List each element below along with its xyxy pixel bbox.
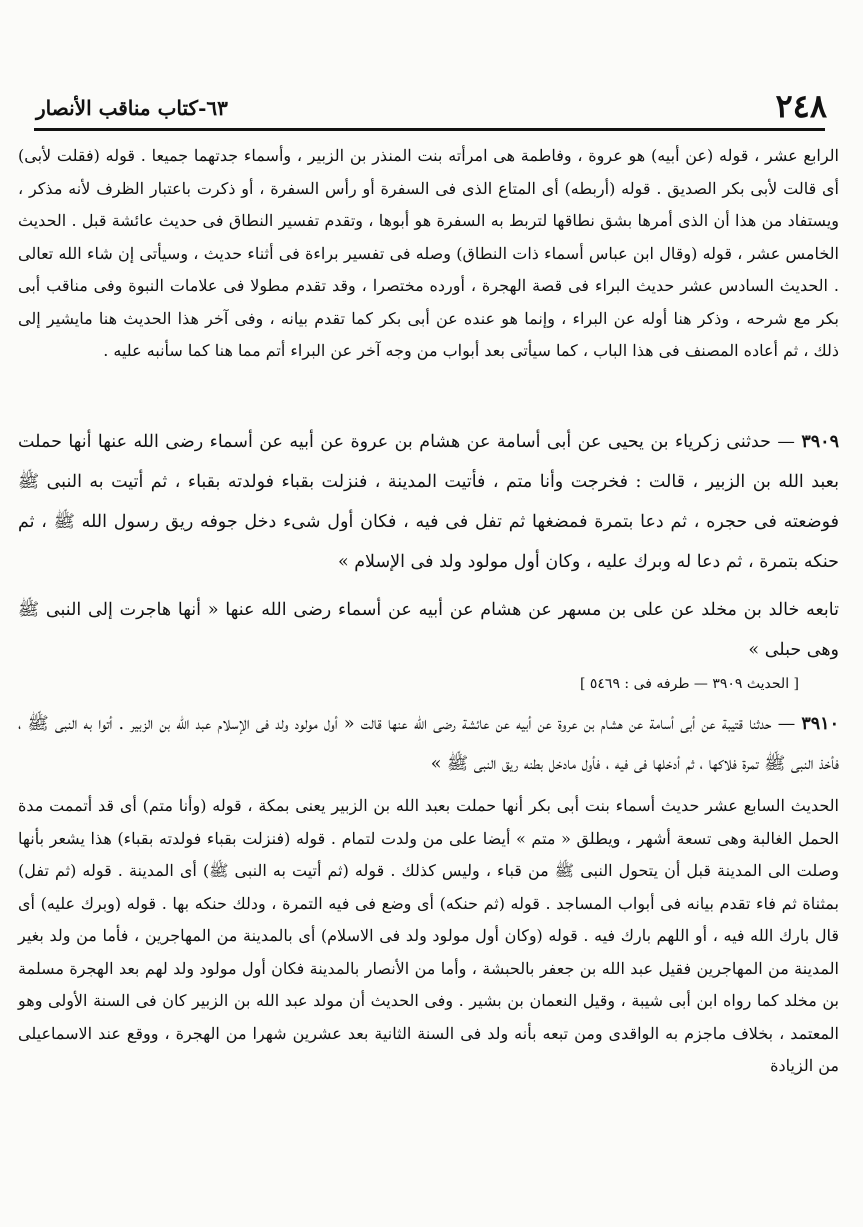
hadith-text: — حدثنا قتيبة عن أبى أسامة عن هشام بن عروة عن أبيه عن عائشة رضى الله عنها قالت « أول مولود ولد فى الإسلام عبد الله بن الزبير . أتوا به النبى ﷺ ، فأخذ النبى ﷺ تمرة فلاكها ، ثم أدخلها فى فيه ، فأول مادخل بطنه ريق النبى ﷺ » [18,714,839,774]
page-header [36,87,827,125]
hadith-text: — حدثنى زكرياء بن يحيى عن أبى أسامة عن هشام بن عروة عن أبيه عن أسماء رضى الله عنها أنها حملت بعبد الله بن الزبير ، قالت : فخرجت وأنا متم ، فأتيت المدينة ، فنزلت بقباء فولدته بقباء ، ثم أتيت به النبى ﷺ فوضعته فى حجره ، ثم دعا بتمرة فمضغها ثم تفل فى فيه ، فكان أول شىء دخل جوفه ريق رسول الله ﷺ ، ثم حنكه بتمرة ، ثم دعا له وبرك عليه ، وكان أول مولود ولد فى الإسلام » [18,432,839,572]
page-number: ٢٤٨ [775,87,827,125]
header-rule [34,128,825,131]
running-title: ٦٣-كتاب مناقب الأنصار [36,96,228,120]
hadith-3910 [18,704,839,784]
commentary-paragraph-top: الرابع عشر ، قوله (عن أبيه) هو عروة ، وفاطمة هى امرأته بنت المنذر بن الزبير ، وأسماء جدتهما جميعا . قوله (فقلت لأبى) أى قالت لأبى بكر الصديق . قوله (أربطه) أى المتاع الذى فى السفرة أو رأس السفرة ، أو ذكرت باعتبار الظرف لأنه مذكر ، ويستفاد من هذا أن الذى أمرها بشق نطاقها لتربط به السفرة هو أبوها ، وتقدم تفسير النطاق فى حديث عائشة قبل . الحديث الخامس عشر ، قوله (وقال ابن عباس أسماء ذات النطاق) وصله فى تفسير براءة فى أثناء حديث ، وسيأتى إن شاء الله تعالى . الحديث السادس عشر حديث البراء فى قصة الهجرة ، أورده مختصرا ، وقد تقدم مطولا فى علامات النبوة وفى مناقب أبى بكر مع شرحه ، وذكر هنا أوله عن البراء ، وإنما هو عنده عن أبى بكر كما تقدم بيانه ، وفى آخر هذا الحديث هنا مايشير إلى ذلك ، ثم أعاده المصنف فى هذا الباب ، كما سيأتى بعد أبواب من وجه آخر عن البراء أتم مما هنا كما سأنبه عليه . [18,146,840,360]
body-text [18,140,839,1083]
hadith-number: ٣٩١٠ [801,714,839,734]
hadith-follow-up: تابعه خالد بن مخلد عن على بن مسهر عن هشام عن أبيه عن أسماء رضى الله عنها « أنها هاجرت إلى النبى ﷺ وهى حبلى » [18,600,839,660]
commentary-paragraph-bottom: الحديث السابع عشر حديث أسماء بنت أبى بكر أنها حملت بعبد الله بن الزبير يعنى بمكة ، قوله (وأنا متم) أى قد أتممت مدة الحمل الغالبة وهى تسعة أشهر ، ويطلق « متم » أيضا على من ولدت لتمام . قوله (فنزلت بقباء فولدته بقباء) هذا يشعر بأنها وصلت الى المدينة قبل أن يتحول النبى ﷺ من قباء ، وليس كذلك . قوله (ثم أتيت به النبى ﷺ) أى المدينة . قوله (ثم تفل) بمثناة ثم فاء تقدم بيانه فى أبواب المساجد . قوله (ثم حنكه) أى وضع فى فيه التمرة ، ودلك حنكه بها . قوله (وبرك عليه) أى قال بارك الله فيه ، أو اللهم بارك فيه . قوله (وكان أول مولود ولد فى الاسلام) أى بالمدينة من المهاجرين ، فأما من ولد بغير المدينة من المهاجرين فقيل عبد الله بن جعفر بالحبشة ، وأما من الأنصار بالمدينة فكان أول مولود ولد لهم بعد الهجرة مسلمة بن مخلد كما رواه ابن أبى شيبة ، وقيل النعمان بن بشير . وفى الحديث أن مولد عبد الله بن الزبير كان فى السنة الأولى وهو المعتمد ، بخلاف ماجزم به الواقدى ومن تبعه بأنه ولد فى السنة الثانية بعد عشرين شهرا من الهجرة ، ووقع عند الاسماعيلى من الزيادة [18,796,840,1075]
hadith-reference: [ الحديث ٣٩٠٩ — طرفه فى : ٥٤٦٩ ] [579,676,799,692]
hadith-number: ٣٩٠٩ [801,432,839,452]
hadith-3909 [18,422,839,582]
